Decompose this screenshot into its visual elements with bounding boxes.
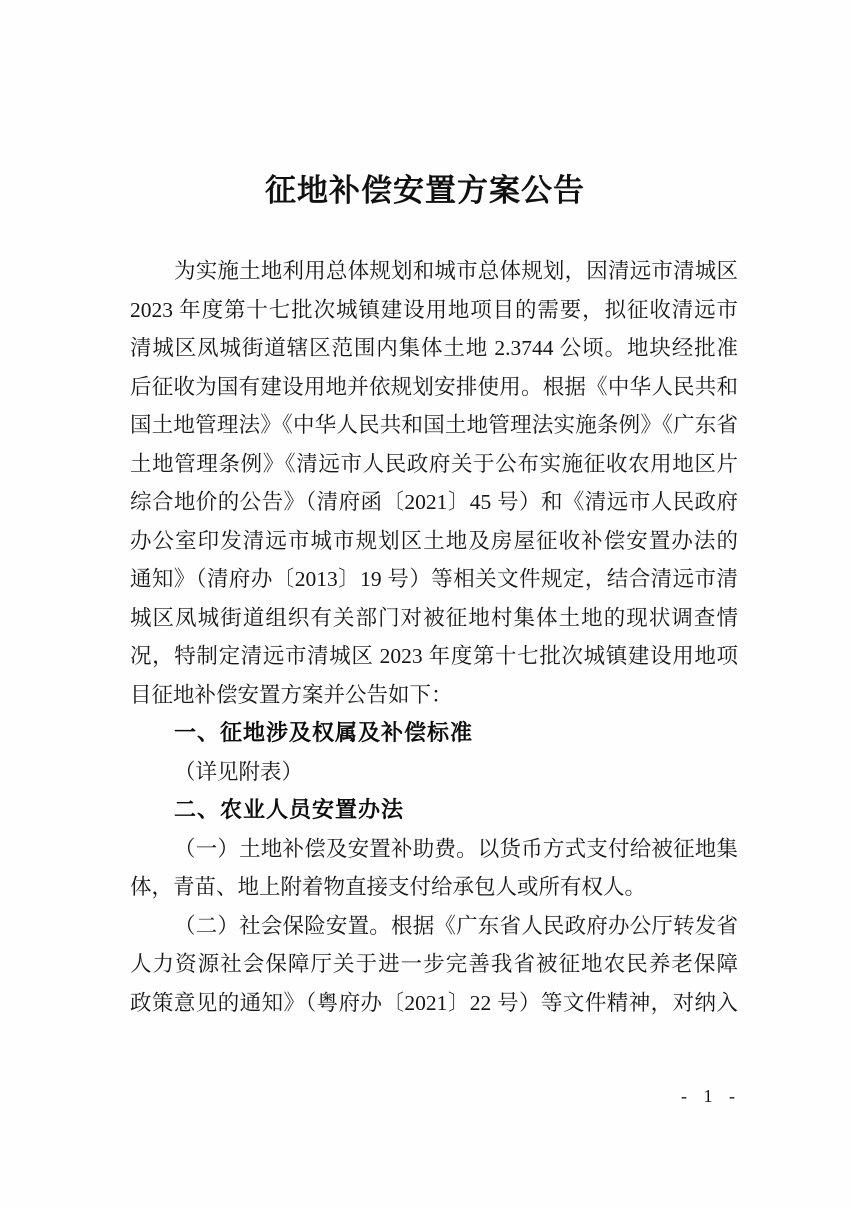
page-number: - 1 - (681, 1086, 741, 1106)
item-2-paragraph-line: 人力资源社会保障厅关于进一步完善我省被征地农民养老保障 (130, 952, 738, 976)
intro-paragraph-line: 土地管理条例》《清远市人民政府关于公布实施征收农用地区片 (130, 451, 738, 476)
intro-paragraph-line: 国土地管理法》《中华人民共和国土地管理法实施条例》《广东省 (130, 413, 738, 437)
section-heading-2: 二、农业人员安置办法 (174, 797, 405, 822)
intro-paragraph-line: 为实施土地利用总体规划和城市总体规划，因清远市清城区 (174, 259, 738, 283)
document-body (130, 252, 738, 1022)
item-2-paragraph-line: （二）社会保险安置。根据《广东省人民政府办公厅转发省 (174, 913, 738, 938)
intro-paragraph-line: 2023 年度第十七批次城镇建设用地项目的需要，拟征收清远市 (130, 297, 738, 322)
intro-paragraph-line: 况，特制定清远市清城区 2023 年度第十七批次城镇建设用地项 (130, 644, 738, 668)
intro-paragraph-line: 办公室印发清远市城市规划区土地及房屋征收补偿安置办法的 (130, 528, 738, 553)
see-attached-table-note: （详见附表） (174, 759, 304, 784)
item-1-paragraph-line: （一）土地补偿及安置补助费。以货币方式支付给被征地集 (174, 836, 738, 861)
section-heading-1: 一、征地涉及权属及补偿标准 (174, 720, 474, 745)
intro-paragraph-line: 清城区凤城街道辖区范围内集体土地 2.3744 公顷。地块经批准 (130, 336, 738, 360)
item-1-paragraph-line: 体，青苗、地上附着物直接支付给承包人或所有权人。 (130, 875, 647, 899)
intro-paragraph-line: 综合地价的公告》（清府函〔2021〕45 号）和《清远市人民政府 (130, 490, 738, 514)
item-2-paragraph-line: 政策意见的通知》（粤府办〔2021〕22 号）等文件精神，对纳入 (130, 990, 738, 1015)
document-title: 征地补偿安置方案公告 (265, 173, 585, 208)
intro-paragraph-line: 目征地补偿安置方案并公告如下： (130, 682, 453, 707)
intro-paragraph-line: 通知》（清府办〔2013〕19 号）等相关文件规定，结合清远市清 (130, 567, 738, 591)
intro-paragraph-line: 后征收为国有建设用地并依规划安排使用。根据《中华人民共和 (130, 374, 738, 399)
intro-paragraph-line: 城区凤城街道组织有关部门对被征地村集体土地的现状调查情 (130, 605, 738, 630)
